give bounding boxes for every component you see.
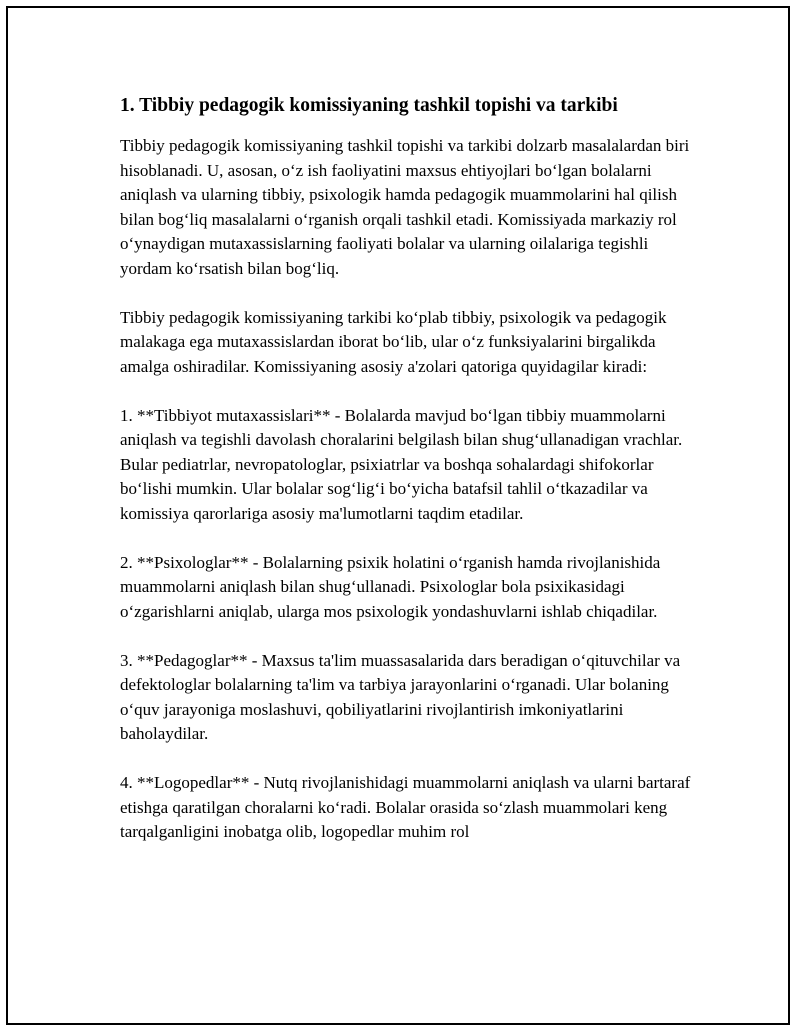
document-page	[6, 6, 790, 1025]
document-body	[120, 88, 700, 869]
list-item-medical-specialists: 1. **Tibbiyot mutaxassislari** - Bolalarda mavjud bo‘lgan tibbiy muammolarni aniqlash va tegishli davolash choralarini belgilash bilan shug‘ullanadigan vrachlar. Bular pediatrlar, nevropatologlar, psixiatrlar va boshqa sohalardagi shifokorlar bo‘lishi mumkin. Ular bolalar sog‘lig‘i bo‘yicha batafsil tahlil o‘tkazadilar va komissiya qarorlariga asosiy ma'lumotlarni taqdim etadilar.	[120, 405, 683, 523]
paragraph-composition: Tibbiy pedagogik komissiyaning tarkibi ko‘plab tibbiy, psixologik va pedagogik malakaga ega mutaxassislardan iborat bo‘lib, ular o‘z funksiyalarini birgalikda amalga oshiradilar. Komissiyaning asosiy a'zolari qatoriga quyidagilar kiradi:	[120, 307, 667, 376]
paragraph-intro: Tibbiy pedagogik komissiyaning tashkil topishi va tarkibi dolzarb masalalardan biri hisoblanadi. U, asosan, o‘z ish faoliyatini maxsus ehtiyojlari bo‘lgan bolalarni aniqlash va ularning tibbiy, psixologik hamda pedagogik muammolarini hal qilish bilan bog‘liq masalalarni o‘rganish orqali tashkil etadi. Komissiyada markaziy rol o‘ynaydigan mutaxassislarning faoliyati bolalar va ularning oilalariga tegishli yordam ko‘rsatish bilan bog‘liq.	[120, 136, 690, 278]
list-item-pedagogues: 3. **Pedagoglar** - Maxsus ta'lim muassasalarida dars beradigan o‘qituvchilar va defektologlar bolalarning ta'lim va tarbiya jarayonlarini o‘rganadi. Ular bolaning o‘quv jarayoniga moslashuvi, qobiliyatlarini rivojlantirish imkoniyatlarini baholaydilar.	[120, 650, 681, 743]
section-title: 1. Tibbiy pedagogik komissiyaning tashkil topishi va tarkibi	[120, 95, 618, 116]
list-item-psychologists: 2. **Psixologlar** - Bolalarning psixik holatini o‘rganish hamda rivojlanishida muammolarni aniqlash bilan shug‘ullanadi. Psixologlar bola psixikasidagi o‘zgarishlarni aniqlab, ularga mos psixologik yondashuvlarni ishlab chiqadilar.	[120, 552, 661, 621]
list-item-speech-therapists: 4. **Logopedlar** - Nutq rivojlanishidagi muammolarni aniqlash va ularni bartaraf etishga qaratilgan choralarni ko‘radi. Bolalar orasida so‘zlash muammolari keng tarqalganligini inobatga olib, logopedlar muhim rol	[120, 773, 691, 841]
